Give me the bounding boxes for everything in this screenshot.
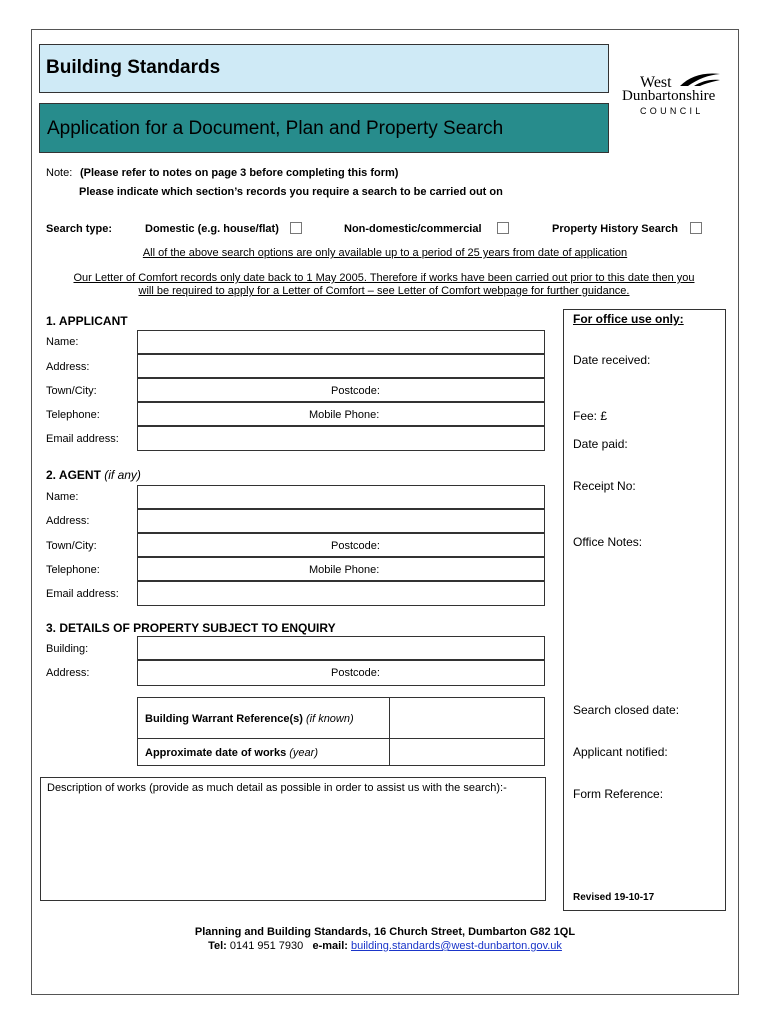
indicate-text: Please indicate which section’s records you require a search to be carried out on bbox=[79, 186, 503, 198]
agent-name-field[interactable] bbox=[137, 485, 545, 509]
applicant-town-field[interactable] bbox=[137, 378, 545, 402]
agent-telephone-label: Telephone: bbox=[46, 564, 100, 576]
office-search-closed: Search closed date: bbox=[573, 703, 680, 717]
search-option-commercial: Non-domestic/commercial bbox=[344, 223, 482, 235]
office-date-paid: Date paid: bbox=[573, 437, 628, 451]
footer-contact bbox=[40, 940, 730, 952]
applicant-town-label: Town/City: bbox=[46, 385, 97, 397]
property-heading: 3. DETAILS OF PROPERTY SUBJECT TO ENQUIRY bbox=[46, 621, 336, 635]
office-revised: Revised 19-10-17 bbox=[573, 892, 655, 903]
applicant-mobile-label: Mobile Phone: bbox=[309, 409, 380, 421]
form-subtitle-text: Application for a Document, Plan and Property Search bbox=[47, 118, 504, 139]
agent-email-label: Email address: bbox=[46, 588, 119, 600]
logo-dunbartonshire: Dunbartonshire bbox=[622, 88, 716, 104]
office-notes: Office Notes: bbox=[573, 535, 643, 549]
applicant-name-field[interactable] bbox=[137, 330, 545, 354]
search-type-label: Search type: bbox=[46, 223, 113, 235]
footer-address: Planning and Building Standards, 16 Church Street, Dumbarton G82 1QL bbox=[194, 926, 576, 938]
property-address-label: Address: bbox=[46, 667, 90, 679]
search-option-history: Property History Search bbox=[552, 223, 678, 235]
office-receipt: Receipt No: bbox=[573, 479, 636, 493]
date-of-works-label bbox=[145, 747, 318, 759]
agent-name-label: Name: bbox=[46, 491, 79, 503]
agent-address-label: Address: bbox=[46, 515, 90, 527]
footer-email-label: e-mail: bbox=[312, 940, 348, 952]
warrant-label-text: Building Warrant Reference(s) bbox=[145, 713, 303, 725]
date-of-works-note: (year) bbox=[289, 747, 318, 759]
property-building-field[interactable] bbox=[137, 636, 545, 660]
swoosh-logo-icon bbox=[678, 72, 722, 88]
property-postcode-label: Postcode: bbox=[331, 667, 380, 679]
comfort-note-line2: will be required to apply for a Letter of Comfort – see Letter of Comfort webpage for further guidance. bbox=[138, 285, 630, 297]
commercial-checkbox[interactable] bbox=[497, 222, 509, 234]
office-heading: For office use only: bbox=[573, 312, 684, 326]
property-building-label: Building: bbox=[46, 643, 89, 655]
agent-postcode-label: Postcode: bbox=[331, 540, 380, 552]
applicant-address-field[interactable] bbox=[137, 354, 545, 378]
agent-address-field[interactable] bbox=[137, 509, 545, 533]
note-text: (Please refer to notes on page 3 before completing this form) bbox=[80, 167, 399, 179]
footer-tel-label: Tel: bbox=[208, 940, 227, 952]
description-field[interactable] bbox=[40, 777, 546, 901]
availability-note: All of the above search options are only available up to a period of 25 years from date of application bbox=[142, 247, 628, 259]
date-label-cell bbox=[137, 738, 390, 766]
applicant-email-field[interactable] bbox=[137, 426, 545, 451]
comfort-note-line1: Our Letter of Comfort records only date back to 1 May 2005. Therefore if works have been carried out prior to this date then you bbox=[73, 272, 695, 284]
office-fee: Fee: £ bbox=[573, 409, 608, 423]
applicant-heading: 1. APPLICANT bbox=[46, 314, 128, 328]
agent-heading bbox=[46, 468, 141, 482]
form-subtitle bbox=[39, 103, 609, 153]
office-form-reference: Form Reference: bbox=[573, 787, 664, 801]
agent-town-field[interactable] bbox=[137, 533, 545, 557]
agent-mobile-label: Mobile Phone: bbox=[309, 564, 380, 576]
logo-west: West bbox=[640, 74, 672, 91]
agent-email-field[interactable] bbox=[137, 581, 545, 606]
agent-heading-note: (if any) bbox=[104, 468, 141, 482]
search-option-domestic: Domestic (e.g. house/flat) bbox=[145, 223, 279, 235]
domestic-checkbox[interactable] bbox=[290, 222, 302, 234]
warrant-label-cell bbox=[137, 697, 390, 739]
applicant-address-label: Address: bbox=[46, 361, 90, 373]
office-applicant-notified: Applicant notified: bbox=[573, 745, 668, 759]
applicant-telephone-label: Telephone: bbox=[46, 409, 100, 421]
office-use-panel bbox=[563, 309, 726, 911]
agent-heading-text: 2. AGENT bbox=[46, 468, 101, 482]
warrant-label bbox=[145, 713, 354, 725]
footer-tel: 0141 951 7930 bbox=[229, 940, 304, 952]
warrant-label-note: (if known) bbox=[305, 713, 354, 725]
applicant-postcode-label: Postcode: bbox=[331, 385, 380, 397]
warrant-reference-field[interactable] bbox=[389, 697, 545, 739]
council-logo bbox=[616, 70, 726, 122]
property-address-field[interactable] bbox=[137, 660, 545, 686]
agent-telephone-field[interactable] bbox=[137, 557, 545, 581]
applicant-name-label: Name: bbox=[46, 336, 79, 348]
logo-council: COUNCIL bbox=[640, 106, 704, 116]
history-checkbox[interactable] bbox=[690, 222, 702, 234]
agent-town-label: Town/City: bbox=[46, 540, 97, 552]
description-label: Description of works (provide as much detail as possible in order to assist us with the search):- bbox=[47, 782, 507, 794]
footer-email-link[interactable]: building.standards@west-dunbarton.gov.uk bbox=[351, 940, 562, 952]
applicant-telephone-field[interactable] bbox=[137, 402, 545, 426]
date-of-works-field[interactable] bbox=[389, 738, 545, 766]
applicant-email-label: Email address: bbox=[46, 433, 119, 445]
note-label: Note: bbox=[46, 167, 73, 179]
date-of-works-text: Approximate date of works bbox=[145, 747, 287, 759]
form-title bbox=[39, 44, 609, 93]
form-title-text: Building Standards bbox=[46, 57, 221, 78]
office-date-received: Date received: bbox=[573, 353, 651, 367]
